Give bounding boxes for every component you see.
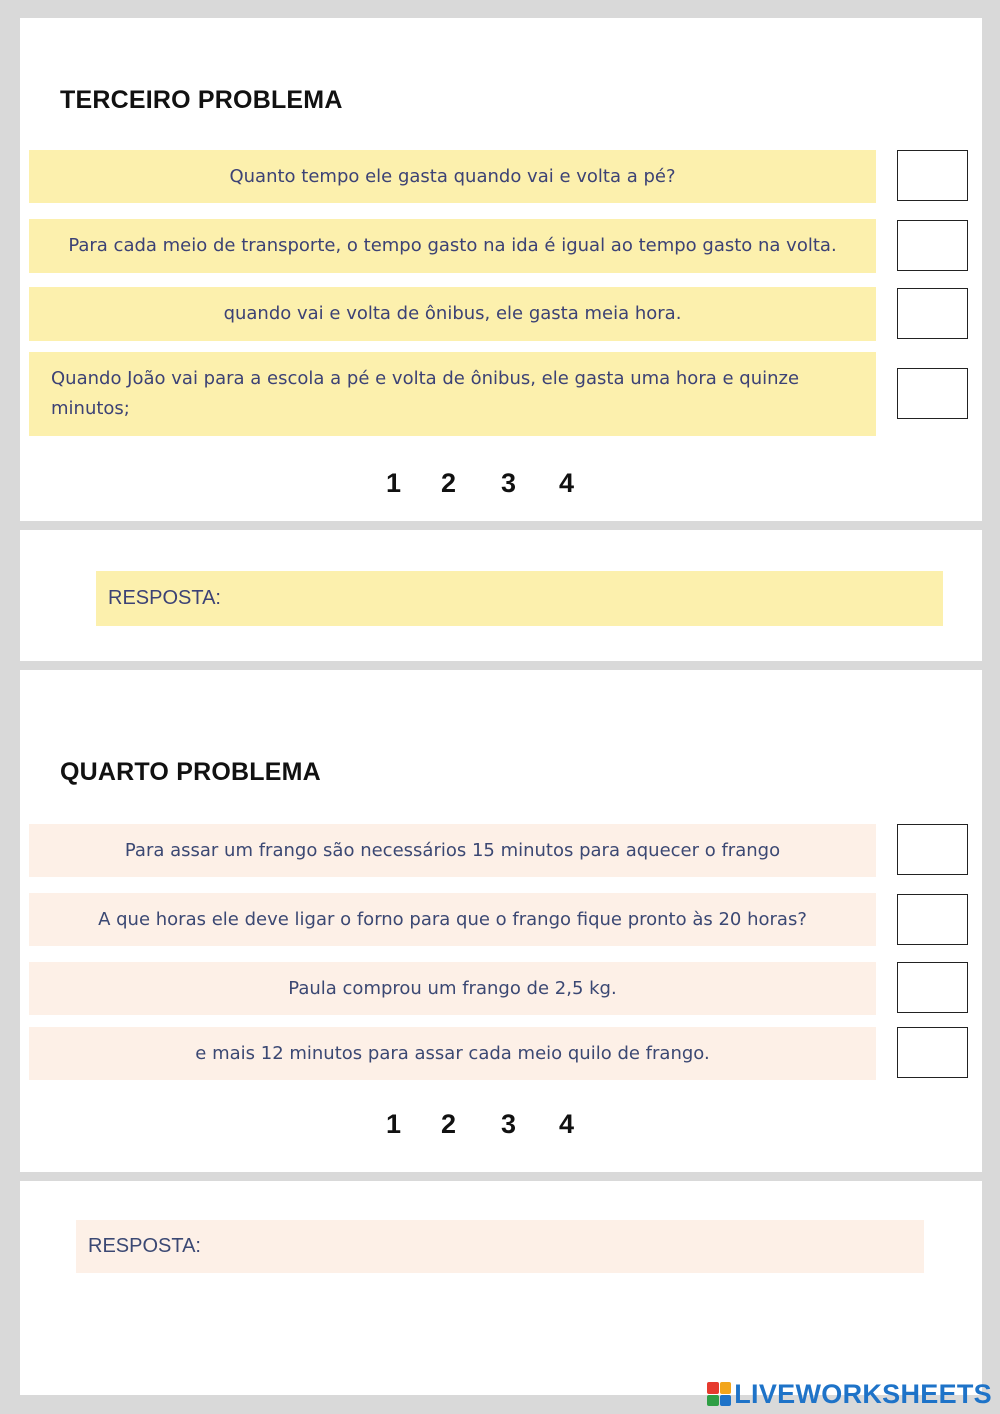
problem3-statement-2: Para cada meio de transporte, o tempo gasto na ida é igual ao tempo gasto na volta. bbox=[29, 219, 876, 273]
problem3-answer-field[interactable] bbox=[96, 571, 943, 626]
problem4-statement-2: A que horas ele deve ligar o forno para que o frango fique pronto às 20 horas? bbox=[29, 893, 876, 946]
logo-square-1 bbox=[707, 1382, 719, 1394]
problem4-number-3[interactable]: 3 bbox=[501, 1109, 517, 1139]
problem3-panel bbox=[20, 18, 982, 521]
problem4-statement-3: Paula comprou um frango de 2,5 kg. bbox=[29, 962, 876, 1015]
problem4-order-box-1[interactable] bbox=[897, 824, 968, 875]
problem4-panel bbox=[20, 670, 982, 1172]
problem3-order-box-2[interactable] bbox=[897, 220, 968, 271]
problem4-number-row bbox=[20, 1109, 982, 1143]
problem3-title: TERCEIRO PROBLEMA bbox=[60, 86, 343, 114]
logo-square-4 bbox=[720, 1395, 732, 1407]
problem3-number-2[interactable]: 2 bbox=[441, 468, 457, 498]
problem3-order-box-3[interactable] bbox=[897, 288, 968, 339]
problem3-order-box-1[interactable] bbox=[897, 150, 968, 201]
liveworksheets-logo-icon bbox=[707, 1382, 731, 1406]
problem4-order-box-2[interactable] bbox=[897, 894, 968, 945]
liveworksheets-logo bbox=[707, 1378, 992, 1410]
problem3-number-1[interactable]: 1 bbox=[386, 468, 402, 498]
problem4-number-2[interactable]: 2 bbox=[441, 1109, 457, 1139]
problem4-number-4[interactable]: 4 bbox=[559, 1109, 575, 1139]
problem3-statement-1: Quanto tempo ele gasta quando vai e volta a pé? bbox=[29, 150, 876, 203]
problem4-answer-label: RESPOSTA: bbox=[88, 1235, 201, 1257]
problem4-order-box-3[interactable] bbox=[897, 962, 968, 1013]
liveworksheets-brand-name: LIVEWORKSHEETS bbox=[734, 1378, 992, 1409]
problem3-order-box-4[interactable] bbox=[897, 368, 968, 419]
problem3-answer-panel bbox=[20, 530, 982, 661]
problem4-answer-field[interactable] bbox=[76, 1220, 924, 1273]
problem4-statement-4: e mais 12 minutos para assar cada meio quilo de frango. bbox=[29, 1027, 876, 1080]
problem4-title: QUARTO PROBLEMA bbox=[60, 758, 321, 786]
problem3-answer-label: RESPOSTA: bbox=[108, 587, 221, 609]
problem4-statement-1: Para assar um frango são necessários 15 minutos para aquecer o frango bbox=[29, 824, 876, 877]
problem3-number-3[interactable]: 3 bbox=[501, 468, 517, 498]
problem4-number-1[interactable]: 1 bbox=[386, 1109, 402, 1139]
problem3-statement-4: Quando João vai para a escola a pé e volta de ônibus, ele gasta uma hora e quinze minutos; bbox=[29, 352, 876, 436]
problem3-number-row bbox=[20, 468, 982, 502]
problem3-statement-3: quando vai e volta de ônibus, ele gasta meia hora. bbox=[29, 287, 876, 341]
logo-square-3 bbox=[707, 1395, 719, 1407]
problem3-number-4[interactable]: 4 bbox=[559, 468, 575, 498]
logo-square-2 bbox=[720, 1382, 732, 1394]
problem4-answer-panel bbox=[20, 1181, 982, 1395]
problem4-order-box-4[interactable] bbox=[897, 1027, 968, 1078]
